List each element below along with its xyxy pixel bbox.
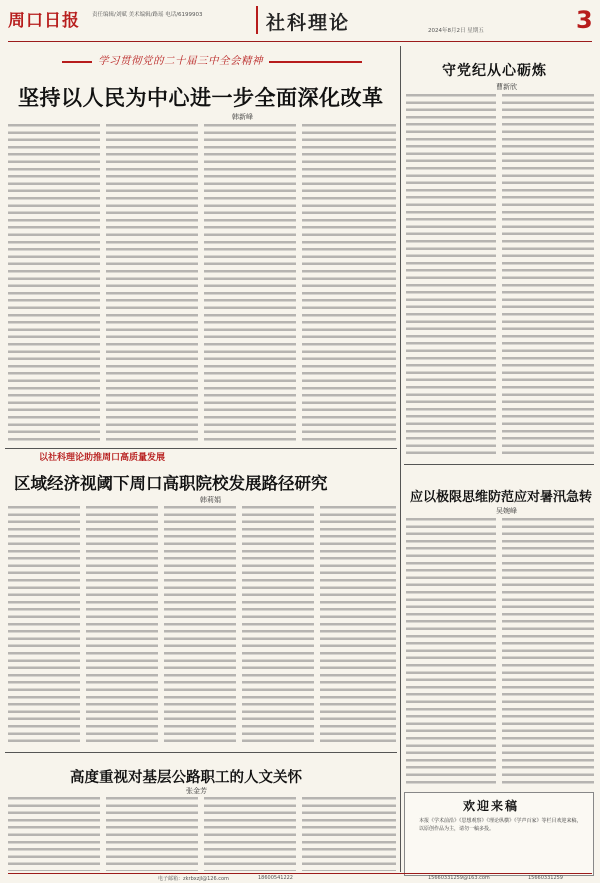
bottom-article-column-3: [204, 797, 296, 871]
main-article-column-4: [302, 124, 396, 444]
right-top-column-1: [406, 94, 496, 456]
middle-headline: 区域经济视阈下周口高职院校发展路径研究: [14, 474, 328, 493]
main-article-column-1: [8, 124, 100, 444]
right-middle-byline: 吴婉峰: [496, 507, 517, 515]
bottom-article-column-1: [8, 797, 100, 871]
bottom-article-column-2: [106, 797, 198, 871]
section-divider-2: [5, 752, 397, 753]
issue-date: 2024年8月2日 星期五: [428, 28, 484, 34]
middle-article-column-3: [164, 506, 236, 746]
footer-contact-1: 15660331259@163.com: [428, 875, 490, 881]
topic-banner: [62, 52, 362, 72]
section-title: 社科理论: [266, 12, 351, 34]
welcome-submissions-box: [404, 792, 594, 876]
footer-contact-2: 18600541222: [258, 875, 293, 881]
newspaper-logo: 周口日报: [8, 11, 80, 31]
footer-contact-3: 15660331259: [528, 875, 563, 881]
right-top-byline: 曹新欣: [496, 83, 517, 91]
right-middle-headline: 应以极限思维防范应对暑汛急转: [410, 490, 593, 505]
section-header: [256, 6, 356, 34]
column-divider: [400, 46, 401, 872]
section-divider-1: [5, 448, 397, 449]
middle-article-column-1: [8, 506, 80, 746]
main-headline: 坚持以人民为中心进一步全面深化改革: [18, 85, 384, 110]
middle-article-column-2: [86, 506, 158, 746]
middle-article-column-4: [242, 506, 314, 746]
bottom-byline: 张金芳: [186, 787, 207, 795]
right-middle-column-2: [502, 518, 594, 784]
banner-text: 学习贯彻党的二十届三中全会精神: [92, 53, 269, 68]
middle-article-column-5: [320, 506, 396, 746]
welcome-title: 欢迎来稿: [463, 799, 520, 813]
main-byline: 韩新峰: [232, 113, 253, 121]
sub-banner: [5, 450, 400, 464]
right-divider-1: [404, 464, 594, 465]
right-top-column-2: [502, 94, 594, 456]
middle-byline: 韩莉娟: [200, 496, 221, 504]
footer: [8, 873, 592, 883]
sub-banner-text: 以社科理论助推周口高质量发展: [35, 450, 169, 463]
page-number: 3: [576, 6, 593, 34]
welcome-body: 本报《学术前沿》《思想观察》《理论纵横》《学声百家》等栏目欢迎来稿，以原创作品为主，请勿一稿多投。: [419, 818, 582, 832]
footer-email: 电子邮箱：zkrbxzjl@126.com: [158, 876, 229, 882]
bottom-article-column-4: [302, 797, 396, 871]
main-article-column-2: [106, 124, 198, 444]
right-top-headline: 守党纪从心砺炼: [442, 63, 547, 79]
editor-info: 责任编辑/刘赋 美术编辑/路瑶 电话/6199903: [92, 12, 203, 18]
main-article-column-3: [204, 124, 296, 444]
right-middle-column-1: [406, 518, 496, 784]
bottom-headline: 高度重视对基层公路职工的人文关怀: [70, 769, 302, 786]
masthead: [8, 4, 592, 42]
